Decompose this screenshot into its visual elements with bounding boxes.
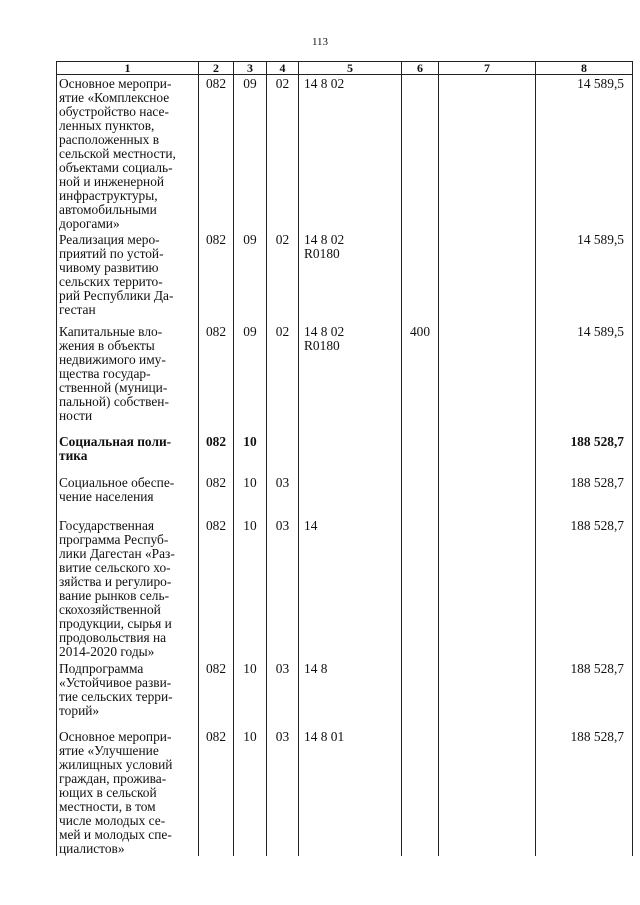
row-section-cell-text: 10 [243, 729, 257, 744]
row-target-code-cell [299, 433, 402, 474]
row-name-cell-text: Основное меропри- ятие «Комплексное обустройство насе- ленных пунктов, расположенных в сельской местности, объектами социаль- ной и инженерной инфраструктуры, автомобильными дорогами» [59, 76, 176, 231]
row-subsection-cell-text: 03 [275, 518, 290, 533]
row-section-cell-text: 09 [243, 324, 257, 339]
column-header: 6 [402, 62, 439, 75]
row-subsection-cell-text: 02 [275, 232, 290, 247]
column-header: 3 [234, 62, 267, 75]
row-target-code-cell [299, 728, 402, 856]
row-expense-type-cell-text: 400 [409, 324, 431, 339]
row-expense-type-cell [402, 433, 439, 474]
row-subsection-cell [267, 323, 299, 433]
row-section-cell [234, 231, 267, 323]
row-admin-code-cell [199, 728, 234, 856]
row-section-cell-text: 10 [243, 434, 257, 449]
row-admin-code-cell-text: 082 [205, 729, 227, 744]
row-admin-code-cell-text: 082 [205, 661, 227, 676]
page-number: 113 [311, 36, 329, 48]
column-header: 8 [536, 62, 633, 75]
row-target-code-cell-text: 14 8 01 [304, 729, 345, 744]
row-target-code-cell-text: 14 [304, 518, 318, 533]
column-header: 4 [267, 62, 299, 75]
table-row [57, 231, 633, 323]
row-section-cell-text: 09 [243, 76, 257, 91]
row-amount-cell-text: 188 528,7 [570, 434, 624, 449]
row-expense-type-cell [402, 323, 439, 433]
row-name-cell [57, 517, 199, 660]
row-subsection-cell [267, 517, 299, 660]
row-section-cell [234, 728, 267, 856]
row-name-cell-text: Подпрограмма «Устойчивое разви- тие сельских терри- торий» [59, 661, 173, 718]
row-name-cell-text: Государственная программа Респуб- лики Дагестан «Раз- витие сельского хо- зяйства и регулиро- вание рынков сель- скохозяйственной продукции, сырья и продовольствия на 2014-2020 годы» [59, 518, 175, 659]
table-body [57, 75, 633, 857]
row-subsection-cell-text: 03 [275, 729, 290, 744]
row-name-cell [57, 474, 199, 517]
row-expense-type-cell [402, 474, 439, 517]
row-amount-cell [536, 231, 633, 323]
row-subsection-cell [267, 231, 299, 323]
row-target-code-cell-text: 14 8 02 R0180 [304, 324, 345, 353]
row-col7-cell [439, 323, 536, 433]
column-header: 2 [199, 62, 234, 75]
row-col7-cell [439, 75, 536, 232]
row-admin-code-cell [199, 323, 234, 433]
row-section-cell [234, 433, 267, 474]
row-expense-type-cell [402, 517, 439, 660]
table-row [57, 433, 633, 474]
row-admin-code-cell [199, 474, 234, 517]
row-name-cell [57, 231, 199, 323]
row-name-cell-text: Реализация меро- приятий по устой- чивому развитию сельских террито- рий Республики Да- гестан [59, 232, 174, 317]
row-admin-code-cell-text: 082 [205, 518, 227, 533]
row-expense-type-cell [402, 231, 439, 323]
row-name-cell [57, 660, 199, 728]
row-target-code-cell-text: 14 8 02 R0180 [304, 232, 345, 261]
column-header: 5 [299, 62, 402, 75]
budget-table [56, 61, 633, 856]
row-name-cell-text: Основное меропри- ятие «Улучшение жилищных условий граждан, прожива- ющих в сельской местности, в том числе молодых се- мей и молодых спе- циалистов» [59, 729, 173, 856]
row-name-cell-text: Капитальные вло- жения в объекты недвижимого иму- щества государ- ственной (муници- пальной) собствен- ности [59, 324, 169, 423]
table-row [57, 474, 633, 517]
row-amount-cell-text: 188 528,7 [570, 518, 624, 533]
row-admin-code-cell-text: 082 [205, 324, 227, 339]
row-admin-code-cell-text: 082 [205, 232, 227, 247]
row-name-cell-text: Социальная поли- тика [59, 434, 172, 463]
row-subsection-cell-text: 03 [275, 661, 290, 676]
table-row [57, 75, 633, 232]
row-target-code-cell [299, 474, 402, 517]
row-amount-cell [536, 660, 633, 728]
row-expense-type-cell [402, 75, 439, 232]
row-amount-cell [536, 433, 633, 474]
row-amount-cell [536, 474, 633, 517]
row-expense-type-cell [402, 660, 439, 728]
row-section-cell-text: 10 [243, 518, 257, 533]
row-name-cell [57, 75, 199, 232]
row-amount-cell-text: 188 528,7 [570, 475, 624, 490]
row-admin-code-cell [199, 660, 234, 728]
row-section-cell-text: 09 [243, 232, 257, 247]
row-name-cell [57, 323, 199, 433]
row-name-cell [57, 728, 199, 856]
row-subsection-cell-text: 02 [275, 76, 290, 91]
row-col7-cell [439, 433, 536, 474]
row-col7-cell [439, 728, 536, 856]
row-amount-cell-text: 14 589,5 [577, 76, 624, 91]
row-admin-code-cell-text: 082 [205, 475, 227, 490]
row-amount-cell-text: 188 528,7 [570, 729, 624, 744]
row-section-cell [234, 323, 267, 433]
row-target-code-cell [299, 660, 402, 728]
row-section-cell-text: 10 [243, 475, 257, 490]
row-section-cell-text: 10 [243, 661, 257, 676]
row-amount-cell [536, 323, 633, 433]
row-admin-code-cell [199, 231, 234, 323]
row-subsection-cell [267, 728, 299, 856]
row-target-code-cell [299, 231, 402, 323]
row-col7-cell [439, 474, 536, 517]
row-section-cell [234, 474, 267, 517]
table-row [57, 660, 633, 728]
row-subsection-cell-text: 03 [275, 475, 290, 490]
column-header: 1 [57, 62, 199, 75]
row-name-cell [57, 433, 199, 474]
row-col7-cell [439, 660, 536, 728]
table-row [57, 517, 633, 660]
row-admin-code-cell [199, 517, 234, 660]
row-name-cell-text: Социальное обеспе- чение населения [59, 475, 175, 504]
row-target-code-cell-text: 14 8 [304, 661, 328, 676]
row-col7-cell [439, 231, 536, 323]
row-section-cell [234, 660, 267, 728]
row-subsection-cell [267, 660, 299, 728]
row-amount-cell-text: 14 589,5 [577, 324, 624, 339]
row-subsection-cell [267, 474, 299, 517]
row-col7-cell [439, 517, 536, 660]
row-amount-cell [536, 517, 633, 660]
table-row [57, 323, 633, 433]
row-amount-cell-text: 188 528,7 [570, 661, 624, 676]
row-admin-code-cell [199, 433, 234, 474]
row-subsection-cell [267, 75, 299, 232]
table-row [57, 728, 633, 856]
row-expense-type-cell [402, 728, 439, 856]
header-row [57, 62, 633, 75]
row-target-code-cell-text: 14 8 02 [304, 76, 345, 91]
row-amount-cell [536, 75, 633, 232]
row-admin-code-cell-text: 082 [205, 434, 227, 449]
row-target-code-cell [299, 517, 402, 660]
row-admin-code-cell [199, 75, 234, 232]
row-target-code-cell [299, 323, 402, 433]
row-subsection-cell [267, 433, 299, 474]
row-amount-cell [536, 728, 633, 856]
row-section-cell [234, 75, 267, 232]
row-subsection-cell-text: 02 [275, 324, 290, 339]
row-target-code-cell [299, 75, 402, 232]
row-admin-code-cell-text: 082 [205, 76, 227, 91]
row-section-cell [234, 517, 267, 660]
row-amount-cell-text: 14 589,5 [577, 232, 624, 247]
column-header: 7 [439, 62, 536, 75]
